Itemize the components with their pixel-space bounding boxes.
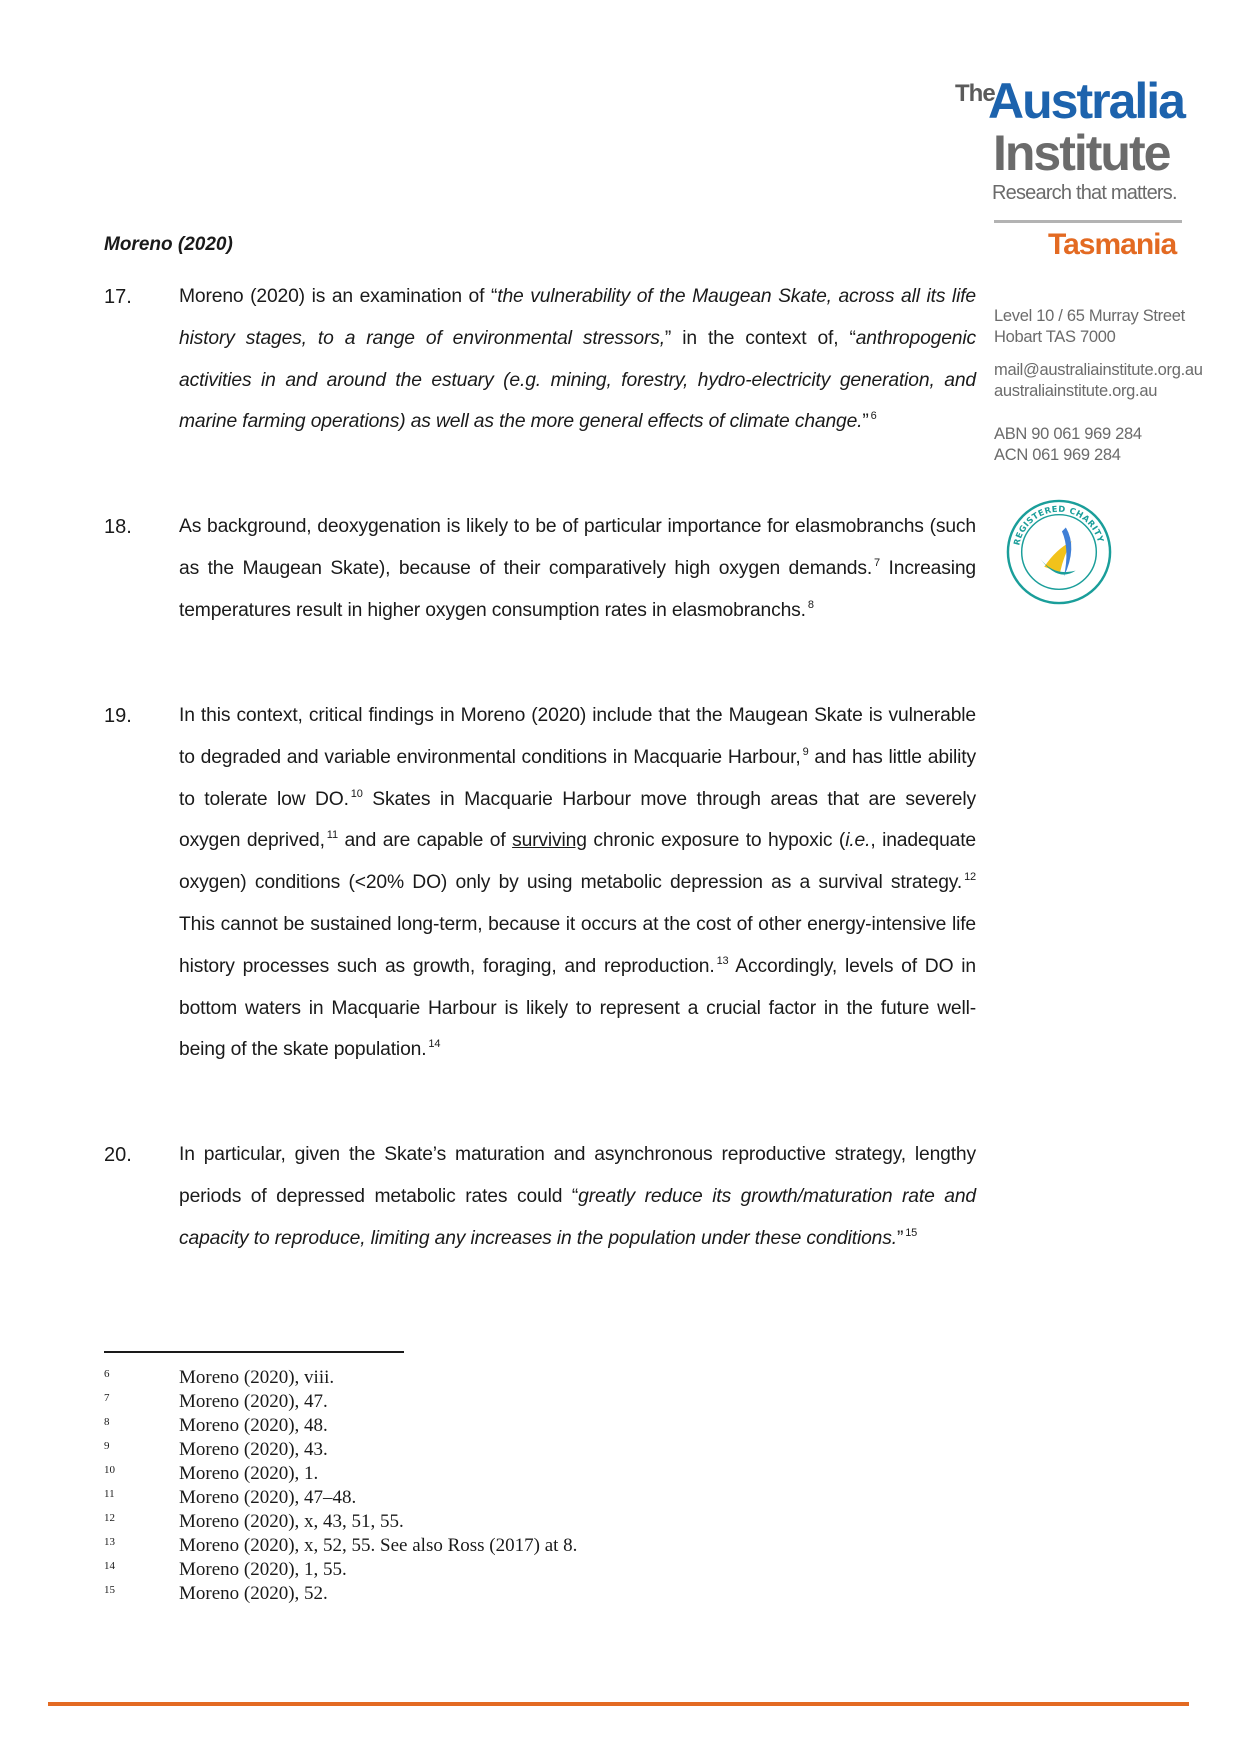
paragraph-number: 18. xyxy=(104,516,132,538)
footnote-ref[interactable]: 11 xyxy=(326,829,338,842)
page-footer-rule xyxy=(48,1702,1189,1706)
footnote-text: Moreno (2020), 43. xyxy=(179,1439,328,1460)
footnote-text: Moreno (2020), x, 52, 55. See also Ross (2017) at 8. xyxy=(179,1535,578,1556)
footnote-number: 15 xyxy=(104,1584,115,1596)
paragraph-number: 17. xyxy=(104,286,132,308)
footnote-separator xyxy=(104,1351,404,1353)
footnote-ref[interactable]: 12 xyxy=(964,871,976,884)
footnote-ref[interactable]: 10 xyxy=(350,787,363,800)
quoted-text: greatly reduce its growth/maturation rate and capacity to reproduce, limiting any increases in the population under these conditions. xyxy=(179,1185,976,1249)
logo-institute: Institute xyxy=(993,125,1170,181)
footnote-number: 11 xyxy=(104,1488,115,1500)
footnote-number: 7 xyxy=(104,1392,110,1404)
footnote-text: Moreno (2020), 47. xyxy=(179,1391,328,1412)
email-link[interactable]: mail@australiainstitute.org.au xyxy=(994,361,1203,379)
address-line-2: Hobart TAS 7000 xyxy=(994,328,1116,346)
paragraph-text xyxy=(179,695,976,1071)
address-block xyxy=(994,306,1224,348)
text-run: Moreno (2020) is an examination of “ xyxy=(179,286,498,307)
footnote-text: Moreno (2020), 1, 55. xyxy=(179,1559,347,1580)
footnote-ref[interactable]: 6 xyxy=(870,410,877,423)
section-heading: Moreno (2020) xyxy=(104,234,233,255)
paragraph-text xyxy=(179,1134,976,1259)
badge-label: REGISTERED CHARITY xyxy=(1011,503,1107,547)
footnote-text: Moreno (2020), 48. xyxy=(179,1415,328,1436)
footnote-ref[interactable]: 8 xyxy=(807,598,814,611)
footnote-number: 14 xyxy=(104,1560,115,1572)
footnote-number: 9 xyxy=(104,1440,110,1452)
paragraph-number: 19. xyxy=(104,705,132,727)
website-link[interactable]: australiainstitute.org.au xyxy=(994,382,1158,400)
text-run: In particular, given the Skate’s maturation and asynchronous reproductive strategy, lengthy periods of depressed metabolic rates could “ xyxy=(179,1144,976,1207)
paragraph-text xyxy=(179,506,976,631)
text-run: and has little ability to tolerate low DO. xyxy=(179,746,976,810)
text-run: ” xyxy=(896,1227,904,1249)
quoted-text: the vulnerability of the Maugean Skate, across all its life history stages, to a range of environmental stressors, xyxy=(179,286,976,349)
footnote-number: 8 xyxy=(104,1416,110,1428)
footnote-ref[interactable]: 7 xyxy=(874,556,881,569)
text-run: Increasing temperatures result in higher oxygen consumption rates in elasmobranchs. xyxy=(179,557,977,621)
footnote-number: 13 xyxy=(104,1536,115,1548)
footnote-ref[interactable]: 14 xyxy=(428,1038,441,1051)
paragraph-number: 20. xyxy=(104,1144,132,1166)
text-run: As background, deoxygenation is likely to be of particular importance for elasmobranchs (such as the Maugean Skate), because of their comparatively high oxygen demands. xyxy=(179,516,976,579)
registered-charity-badge xyxy=(1005,498,1113,606)
quoted-text: anthropogenic activities in and around the estuary (e.g. mining, forestry, hydro-electricity generation, and marine farming operations) as well as the more general effects of climate change. xyxy=(179,327,976,433)
footnote-text: Moreno (2020), 52. xyxy=(179,1583,328,1604)
footnote-number: 6 xyxy=(104,1368,110,1380)
text-run: In this context, critical findings in Moreno (2020) include that the Maugean Skate is vulnerable to degraded and variable environmental conditions in Macquarie Harbour, xyxy=(179,705,976,768)
text-run: Skates in Macquarie Harbour move through areas that are severely oxygen deprived, xyxy=(179,788,976,852)
text-run: ” xyxy=(862,411,869,433)
footnote-ref[interactable]: 13 xyxy=(716,954,729,967)
underlined-text: surviving xyxy=(512,830,587,852)
footnote-text: Moreno (2020), viii. xyxy=(179,1367,335,1388)
acn-number: ACN 061 969 284 xyxy=(994,446,1121,464)
contact-block xyxy=(994,360,1224,402)
logo-tagline: Research that matters. xyxy=(992,182,1177,204)
text-run: Accordingly, levels of DO in bottom waters in Macquarie Harbour is likely to represent a crucial factor in the future well-being of the skate population. xyxy=(179,955,976,1061)
paragraph-text xyxy=(179,276,976,443)
footnote-text: Moreno (2020), 1. xyxy=(179,1463,319,1484)
footnote-text: Moreno (2020), x, 43, 51, 55. xyxy=(179,1511,404,1532)
footnote-number: 12 xyxy=(104,1512,115,1524)
logo-the: The xyxy=(955,80,995,107)
institute-logo xyxy=(955,73,1195,204)
text-run: chronic exposure to hypoxic ( xyxy=(586,830,846,852)
text-run: This cannot be sustained long-term, because it occurs at the cost of other energy-intensive life history processes such as growth, foraging, and reproduction. xyxy=(179,913,976,977)
italic-abbreviation: i.e. xyxy=(845,830,871,852)
address-line-1: Level 10 / 65 Murray Street xyxy=(994,307,1185,325)
footnote-text: Moreno (2020), 47–48. xyxy=(179,1487,357,1508)
footnote-number: 10 xyxy=(104,1464,115,1476)
text-run: , inadequate oxygen) conditions (<20% DO) only by using metabolic depression as a survival strategy. xyxy=(179,830,976,894)
text-run: and are capable of xyxy=(337,830,513,852)
logo-divider xyxy=(994,220,1182,223)
footnote-ref[interactable]: 9 xyxy=(802,745,809,758)
text-run: ” in the context of, “ xyxy=(664,327,856,349)
footnote-ref[interactable]: 15 xyxy=(905,1226,918,1239)
registration-block xyxy=(994,424,1224,466)
abn-number: ABN 90 061 969 284 xyxy=(994,425,1142,443)
logo-australia: Australia xyxy=(988,73,1184,129)
logo-region: Tasmania xyxy=(1048,228,1177,261)
